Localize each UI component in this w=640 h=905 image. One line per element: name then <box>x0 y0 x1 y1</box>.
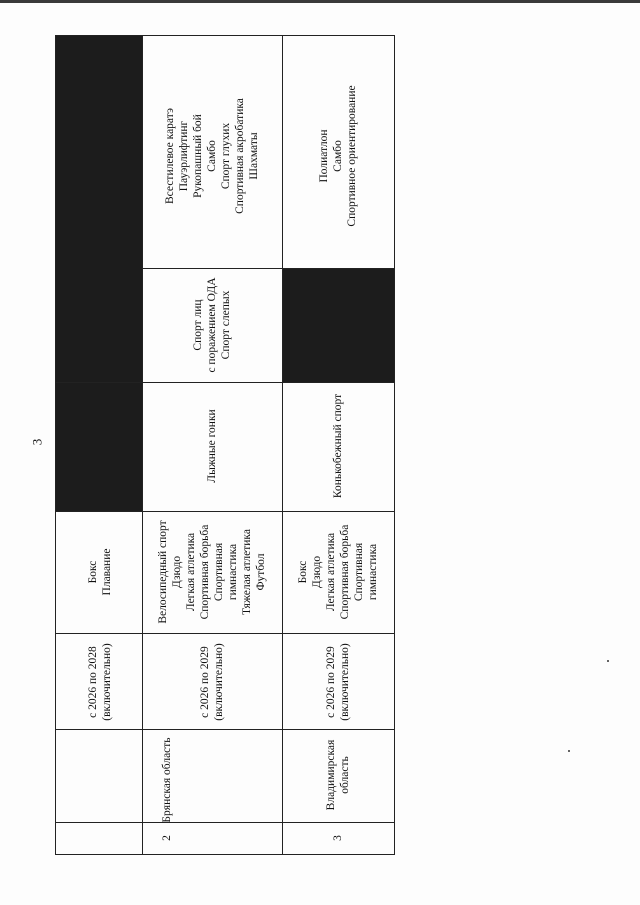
period-vladimir: с 2026 по 2029 (включительно) <box>325 643 351 721</box>
divider-h5 <box>55 382 395 383</box>
sports-bryansk-b: Велосипедный спорт Дзюдо Легкая атлетика Спортивная борьба Спортивная гимнастика Тяжелая атлетика Футбол <box>157 520 267 624</box>
sports-bryansk-a: Бокс Плавание <box>87 548 113 596</box>
divider-h6 <box>142 268 395 269</box>
row-number-3: 3 <box>332 835 344 841</box>
region-bryansk: Брянская область <box>161 737 173 823</box>
divider-h1 <box>55 822 395 823</box>
page-number: 3 <box>29 438 45 446</box>
row-number-2: 2 <box>161 835 173 841</box>
other-bryansk: Всестилевое каратэ Пауэрлифтинг Рукопашный бой Самбо Спорт глухих Спортивная акробатика Шахматы <box>164 98 260 214</box>
divider-h2 <box>55 729 395 730</box>
shaded-cell-adaptive <box>282 268 394 382</box>
other-vladimir: Полиатлон Самбо Спортивное ориентирование <box>318 85 358 227</box>
period-bryansk-a: с 2026 по 2028 (включительно) <box>87 643 113 721</box>
sports-vladimir: Бокс Дзюдо Легкая атлетика Спортивная борьба Спортивная гимнастика <box>297 524 379 620</box>
scan-top-edge <box>0 0 640 3</box>
divider-v1 <box>142 35 143 855</box>
period-bryansk-b: с 2026 по 2029 (включительно) <box>199 643 225 721</box>
shaded-cell-top <box>56 36 142 511</box>
winter-vladimir: Конькобежный спорт <box>332 393 344 499</box>
scan-speck <box>607 660 609 662</box>
divider-v2 <box>282 35 283 855</box>
divider-h3 <box>55 633 395 634</box>
divider-h4 <box>55 511 395 512</box>
adaptive-bryansk: Спорт лиц с поражением ОДА Спорт слепых <box>192 277 232 373</box>
winter-bryansk: Лыжные гонки <box>206 409 218 483</box>
scan-speck <box>568 750 570 752</box>
region-vladimir: Владимирская область <box>325 739 351 811</box>
